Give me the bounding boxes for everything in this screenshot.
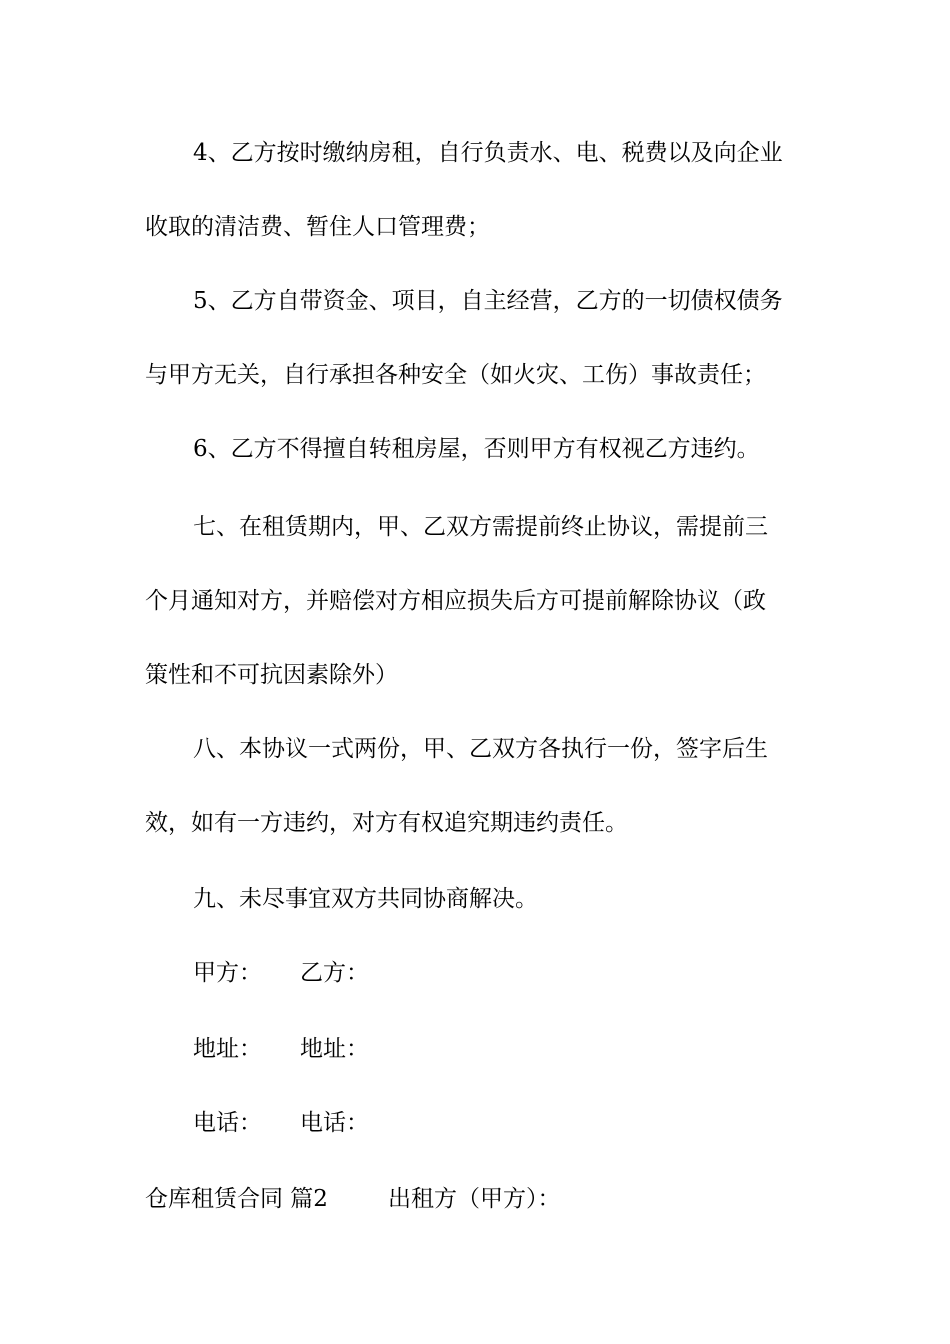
clause-6: 6、乙方不得擅自转租房屋，否则甲方有权视乙方违约。	[193, 436, 760, 462]
clause-7-line-2: 个月通知对方，并赔偿对方相应损失后方可提前解除协议（政	[145, 588, 766, 614]
clause-9: 九、未尽事宜双方共同协商解决。	[193, 886, 538, 912]
party-a-label: 甲方：	[193, 960, 262, 986]
clause-4-line-1: 4、乙方按时缴纳房租，自行负责水、电、税费以及向企业	[193, 140, 783, 166]
lessor-label: 出租方（甲方）：	[388, 1186, 561, 1212]
clause-8-line-2: 效，如有一方违约，对方有权追究期违约责任。	[145, 810, 628, 836]
clause-4-line-2: 收取的清洁费、暂住人口管理费；	[145, 214, 490, 240]
clause-5-line-1: 5、乙方自带资金、项目，自主经营，乙方的一切债权债务	[193, 288, 783, 314]
next-contract-title: 仓库租赁合同 篇2	[145, 1186, 328, 1212]
phone-b-label: 电话：	[300, 1110, 369, 1136]
party-b-label: 乙方：	[300, 960, 369, 986]
clause-7-line-3: 策性和不可抗因素除外）	[145, 662, 398, 688]
clause-8-line-1: 八、本协议一式两份，甲、乙双方各执行一份，签字后生	[193, 736, 768, 762]
phone-a-label: 电话：	[193, 1110, 262, 1136]
clause-5-line-2: 与甲方无关，自行承担各种安全（如火灾、工伤）事故责任；	[145, 362, 766, 388]
clause-7-line-1: 七、在租赁期内，甲、乙双方需提前终止协议，需提前三	[193, 514, 768, 540]
address-b-label: 地址：	[300, 1036, 369, 1062]
address-a-label: 地址：	[193, 1036, 262, 1062]
